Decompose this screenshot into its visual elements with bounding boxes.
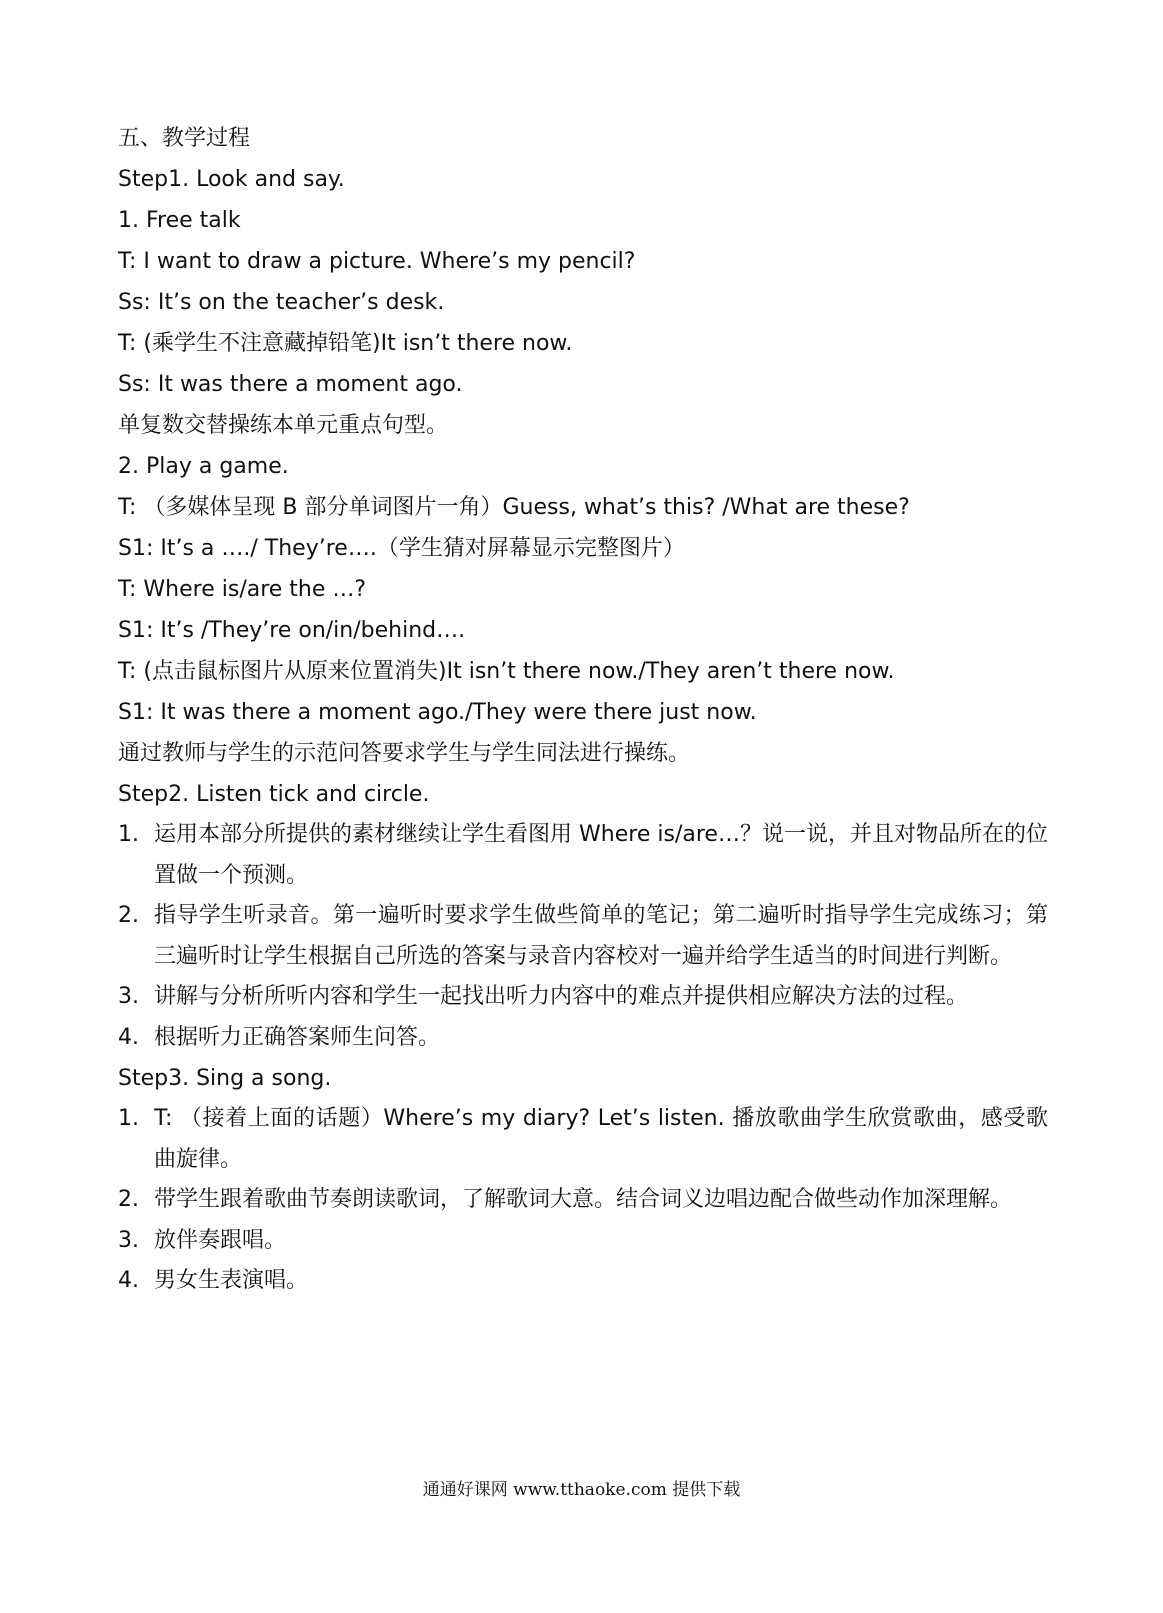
step1-line: 单复数交替操练本单元重点句型。 <box>118 413 449 438</box>
item-text: 带学生跟着歌曲节奏朗读歌词，了解歌词大意。结合词义边唱边配合做些动作加深理解。 <box>154 1187 1013 1212</box>
step1-line: T: Where is/are the …? <box>118 577 367 602</box>
item-number: 4. <box>118 1268 139 1293</box>
list-item <box>118 1099 1048 1180</box>
item-number: 4. <box>118 1024 139 1050</box>
item-number: 1. <box>118 822 139 847</box>
step1-line: 1. Free talk <box>118 208 241 233</box>
item-number: 3. <box>118 984 139 1009</box>
item-text: T: （接着上面的话题）Where’s my diary? Let’s listen. 播放歌曲学生欣赏歌曲，感受歌曲旋律。 <box>154 1106 1048 1172</box>
page-footer: 通通好课网 www.tthaoke.com 提供下载 <box>422 1480 741 1500</box>
list-item <box>118 896 1048 977</box>
item-number: 3. <box>118 1227 139 1253</box>
step1-line: S1: It was there a moment ago./They were there just now. <box>118 700 757 725</box>
list-item <box>118 1018 1048 1059</box>
step1-line: T: (乘学生不注意藏掉铅笔)It isn’t there now. <box>118 331 573 356</box>
step1-line: T: (点击鼠标图片从原来位置消失)It isn’t there now./They aren’t there now. <box>118 659 895 684</box>
item-text: 根据听力正确答案师生问答。 <box>154 1024 441 1050</box>
item-text: 放伴奏跟唱。 <box>154 1227 287 1253</box>
step1-line: S1: It’s /They’re on/in/behind…. <box>118 618 466 643</box>
list-item <box>118 1261 1048 1302</box>
step1-line: T: （多媒体呈现 B 部分单词图片一角）Guess, what’s this? /What are these? <box>118 495 910 520</box>
step1-line: T: I want to draw a picture. Where’s my pencil? <box>118 249 636 274</box>
step3-heading: Step3. Sing a song. <box>118 1066 332 1091</box>
document-page <box>118 118 1048 1302</box>
step1-line: Ss: It’s on the teacher’s desk. <box>118 290 445 315</box>
step1-line: Ss: It was there a moment ago. <box>118 372 463 397</box>
section-title: 五、教学过程 <box>118 126 251 151</box>
step2-list <box>118 815 1048 1058</box>
step1-line: S1: It’s a …./ They’re….（学生猜对屏幕显示完整图片） <box>118 536 685 561</box>
list-item <box>118 815 1048 896</box>
item-text: 男女生表演唱。 <box>154 1268 309 1293</box>
item-number: 1. <box>118 1106 139 1131</box>
step2-heading: Step2. Listen tick and circle. <box>118 782 430 807</box>
step1-heading: Step1. Look and say. <box>118 167 345 192</box>
item-text: 讲解与分析所听内容和学生一起找出听力内容中的难点并提供相应解决方法的过程。 <box>154 984 969 1009</box>
item-number: 2. <box>118 903 139 928</box>
list-item <box>118 1180 1048 1221</box>
step1-line: 通过教师与学生的示范问答要求学生与学生同法进行操练。 <box>118 741 691 766</box>
list-item <box>118 977 1048 1018</box>
list-item <box>118 1221 1048 1262</box>
step3-list <box>118 1099 1048 1302</box>
item-text: 运用本部分所提供的素材继续让学生看图用 Where is/are…？说一说，并且对物品所在的位置做一个预测。 <box>154 822 1048 888</box>
step1-line: 2. Play a game. <box>118 454 289 479</box>
item-number: 2. <box>118 1187 139 1212</box>
item-text: 指导学生听录音。第一遍听时要求学生做些简单的笔记；第二遍听时指导学生完成练习；第三遍听时让学生根据自己所选的答案与录音内容校对一遍并给学生适当的时间进行判断。 <box>154 903 1048 969</box>
